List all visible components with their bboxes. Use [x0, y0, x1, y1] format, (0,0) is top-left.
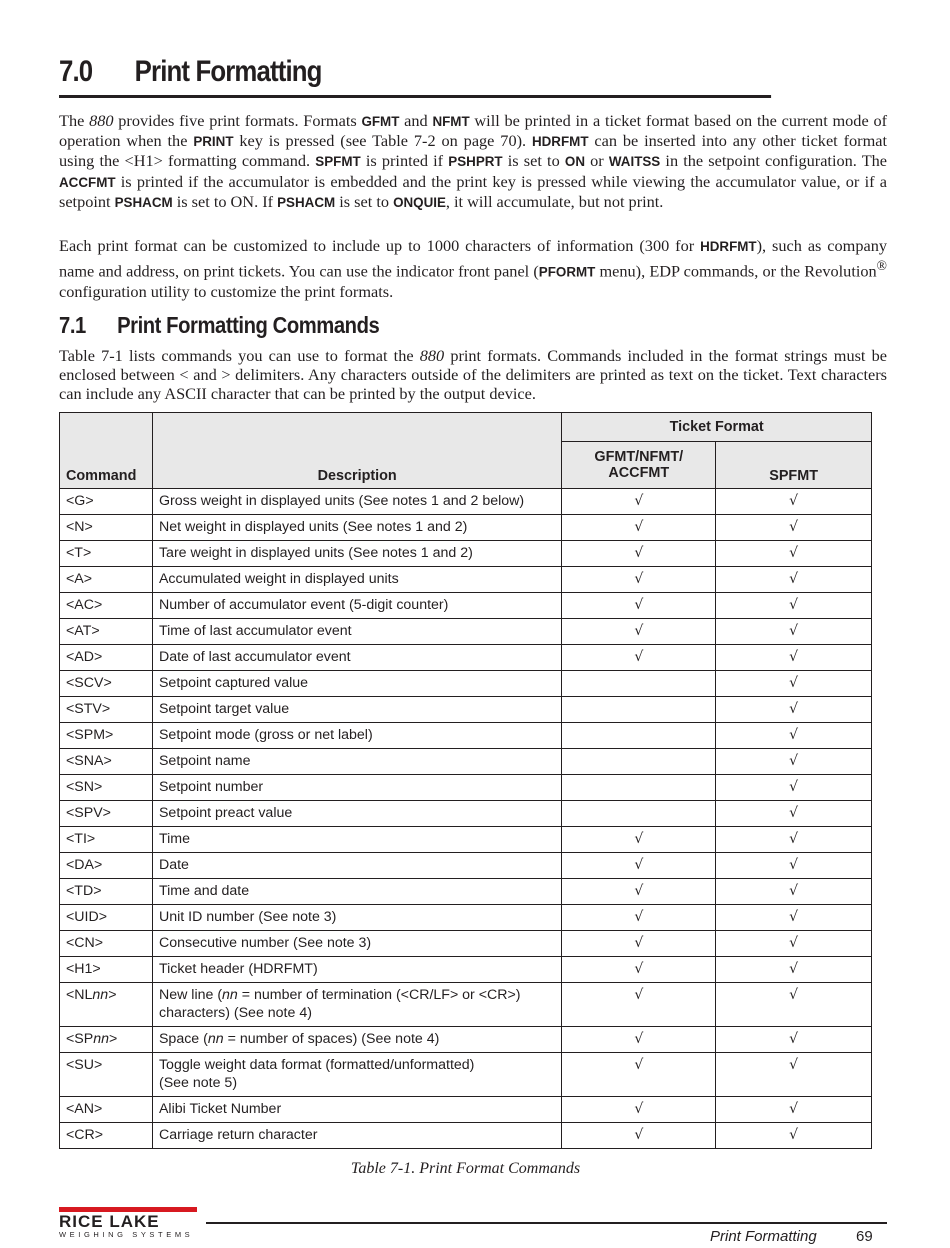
spfmt-check-cell: √ — [716, 957, 872, 983]
spfmt-check-cell: √ — [716, 671, 872, 697]
gfmt-check-cell: √ — [562, 593, 716, 619]
text-run: Carriage return character — [158, 1127, 318, 1143]
spfmt-check-cell: √ — [716, 489, 872, 515]
gfmt-check-cell: √ — [562, 905, 716, 931]
text-run: > — [108, 987, 117, 1003]
header-spfmt: SPFMT — [716, 442, 872, 489]
table-row — [60, 853, 872, 879]
text-run: <UID> — [66, 909, 108, 925]
text-run: Table 7-1 lists commands you can use to format the — [59, 346, 420, 365]
text-run: menu), EDP commands, or the Revolution — [595, 261, 877, 281]
description-cell — [152, 749, 561, 775]
gfmt-check-cell — [562, 775, 716, 801]
keyword: HDRFMT — [700, 239, 757, 254]
command-cell — [60, 983, 153, 1027]
keyword: WAITSS — [608, 154, 661, 170]
text-run: Setpoint preact value — [158, 805, 293, 821]
text-run: <NL — [66, 987, 93, 1003]
command-cell — [60, 1053, 153, 1097]
description-cell — [152, 879, 561, 905]
table-row — [60, 801, 872, 827]
spfmt-check-cell: √ — [716, 723, 872, 749]
gfmt-check-cell: √ — [562, 645, 716, 671]
subsection-number: 7.1 — [59, 312, 86, 338]
spfmt-check-cell: √ — [716, 619, 872, 645]
text-run: <SCV> — [66, 675, 112, 691]
table-row — [60, 775, 872, 801]
text-run: The — [59, 111, 90, 130]
footer-rule — [206, 1222, 887, 1224]
text-run: <SP — [66, 1031, 94, 1047]
keyword: ON — [564, 154, 585, 170]
text-run: characters) (See note 4) — [158, 1005, 312, 1021]
table-row — [60, 723, 872, 749]
italic-text: nn — [222, 987, 238, 1003]
table-row — [60, 697, 872, 723]
gfmt-check-cell — [562, 801, 716, 827]
keyword: PSHACM — [114, 194, 173, 210]
section-title: Print Formatting — [134, 55, 322, 88]
text-run: <SU> — [66, 1057, 103, 1073]
text-run: is set to — [335, 191, 394, 211]
subsection-heading — [59, 312, 379, 339]
print-format-commands-table — [59, 412, 872, 1149]
text-run: <SN> — [66, 779, 103, 795]
text-run: <G> — [66, 493, 94, 509]
text-run: will be printed in a ticket format based on the current mode of operation when the — [59, 111, 887, 151]
description-cell — [152, 1027, 561, 1053]
description-cell — [152, 541, 561, 567]
spfmt-check-cell: √ — [716, 983, 872, 1027]
spfmt-check-cell: √ — [716, 593, 872, 619]
gfmt-check-cell — [562, 723, 716, 749]
logo-text: RICE LAKE — [59, 1212, 160, 1231]
spfmt-check-cell: √ — [716, 801, 872, 827]
table-row — [60, 827, 872, 853]
text-run: <CR> — [66, 1127, 104, 1143]
description-cell — [152, 983, 561, 1027]
logo-subtext: WEIGHING SYSTEMS — [59, 1230, 194, 1239]
description-cell — [152, 905, 561, 931]
description-cell — [152, 671, 561, 697]
header-command: Command — [60, 413, 153, 489]
footer-section-name: Print Formatting — [710, 1228, 817, 1245]
text-run: in the setpoint configuration. The — [660, 151, 888, 171]
description-cell — [152, 645, 561, 671]
description-cell — [152, 619, 561, 645]
table-row — [60, 983, 872, 1027]
spfmt-check-cell: √ — [716, 853, 872, 879]
text-run: Tare weight in displayed units (See notes 1 and 2) — [158, 545, 473, 561]
text-run: is set to ON. If — [172, 191, 278, 211]
description-cell — [152, 931, 561, 957]
text-run: <SPV> — [66, 805, 111, 821]
command-cell — [60, 775, 153, 801]
spfmt-check-cell: √ — [716, 567, 872, 593]
text-run: Time — [158, 831, 190, 847]
page-number: 69 — [856, 1228, 873, 1245]
italic-text: nn — [93, 1031, 109, 1047]
table-row — [60, 515, 872, 541]
command-cell — [60, 515, 153, 541]
text-run: <AN> — [66, 1101, 103, 1117]
text-run: Each print format can be customized to include up to 1000 characters of information (300 for — [59, 236, 701, 255]
gfmt-check-cell: √ — [562, 489, 716, 515]
text-run: <A> — [66, 571, 93, 587]
table-row — [60, 567, 872, 593]
command-cell — [60, 723, 153, 749]
text-run: configuration utility to customize the print formats. — [59, 281, 394, 301]
command-cell — [60, 879, 153, 905]
text-run: Accumulated weight in displayed units — [158, 571, 399, 587]
command-cell — [60, 619, 153, 645]
gfmt-check-cell — [562, 749, 716, 775]
command-cell — [60, 671, 153, 697]
table-row — [60, 671, 872, 697]
text-run: = number of termination (<CR/LF> or <CR>) — [237, 987, 521, 1003]
text-run: New line ( — [158, 987, 223, 1003]
gfmt-check-cell: √ — [562, 1097, 716, 1123]
keyword: ONQUIE — [393, 194, 446, 210]
italic-text: nn — [207, 1031, 224, 1047]
section-heading — [59, 55, 771, 98]
table-row — [60, 905, 872, 931]
description-cell — [152, 957, 561, 983]
text-run: <T> — [66, 545, 92, 561]
text-run: > — [109, 1031, 118, 1047]
description-cell — [152, 1053, 561, 1097]
spfmt-check-cell: √ — [716, 1097, 872, 1123]
description-cell — [152, 853, 561, 879]
gfmt-check-cell: √ — [562, 619, 716, 645]
text-run: <N> — [66, 519, 93, 535]
description-cell — [152, 567, 561, 593]
table-row — [60, 879, 872, 905]
command-cell — [60, 827, 153, 853]
gfmt-check-cell: √ — [562, 541, 716, 567]
text-run: can be inserted into any other ticket format using the <H1> formatting command. — [59, 131, 887, 171]
intro-paragraph-1 — [59, 111, 887, 212]
header-gfmt-nfmt-accfmt: GFMT/NFMT/ ACCFMT — [562, 442, 716, 489]
description-cell — [152, 827, 561, 853]
italic-text: 880 — [89, 111, 114, 130]
text-run: and — [399, 111, 433, 130]
table-row — [60, 645, 872, 671]
text-run: Setpoint number — [158, 779, 264, 795]
text-run: (See note 5) — [158, 1075, 238, 1091]
text-run: key is pressed (see Table 7-2 on page 70). — [233, 131, 532, 151]
gfmt-check-cell: √ — [562, 515, 716, 541]
text-run: <AC> — [66, 597, 103, 613]
table-row — [60, 957, 872, 983]
subsection-paragraph — [59, 346, 887, 404]
text-run: <SPM> — [66, 727, 114, 743]
gfmt-check-cell — [562, 697, 716, 723]
command-cell — [60, 853, 153, 879]
text-run: <TI> — [66, 831, 96, 847]
table-row — [60, 541, 872, 567]
gfmt-check-cell — [562, 671, 716, 697]
keyword: ACCFMT — [59, 174, 116, 190]
section-number: 7.0 — [59, 55, 93, 88]
spfmt-check-cell: √ — [716, 775, 872, 801]
italic-text: 880 — [419, 346, 445, 365]
text-run: Date of last accumulator event — [158, 649, 351, 665]
table-row — [60, 619, 872, 645]
keyword: SPFMT — [315, 154, 361, 170]
command-cell — [60, 905, 153, 931]
text-run: <STV> — [66, 701, 111, 717]
text-run: Net weight in displayed units (See notes 1 and 2) — [158, 519, 468, 535]
keyword: NFMT — [432, 114, 470, 129]
text-run: Alibi Ticket Number — [158, 1101, 282, 1117]
spfmt-check-cell: √ — [716, 1027, 872, 1053]
text-run: Gross weight in displayed units (See notes 1 and 2 below) — [158, 493, 525, 509]
command-cell — [60, 1027, 153, 1053]
text-run: is set to — [502, 151, 565, 171]
command-cell — [60, 489, 153, 515]
keyword: PFORMT — [538, 264, 596, 280]
spfmt-check-cell: √ — [716, 515, 872, 541]
spfmt-check-cell: √ — [716, 1123, 872, 1149]
gfmt-check-cell: √ — [562, 879, 716, 905]
text-run: <TD> — [66, 883, 102, 899]
description-cell — [152, 775, 561, 801]
gfmt-check-cell: √ — [562, 983, 716, 1027]
text-run: <H1> — [66, 961, 101, 977]
text-run: = number of spaces) (See note 4) — [223, 1031, 440, 1047]
text-run: <AT> — [66, 623, 100, 639]
spfmt-check-cell: √ — [716, 749, 872, 775]
text-run: <SNA> — [66, 753, 112, 769]
text-run: <AD> — [66, 649, 103, 665]
table-body — [60, 489, 872, 1149]
text-run: <DA> — [66, 857, 103, 873]
keyword: PSHACM — [277, 194, 336, 210]
keyword: HDRFMT — [531, 134, 589, 150]
command-cell — [60, 931, 153, 957]
text-run: <CN> — [66, 935, 104, 951]
spfmt-check-cell: √ — [716, 827, 872, 853]
table-row — [60, 931, 872, 957]
command-cell — [60, 593, 153, 619]
text-run: or — [585, 151, 609, 171]
text-run: Setpoint mode (gross or net label) — [158, 727, 373, 743]
command-cell — [60, 1123, 153, 1149]
gfmt-check-cell: √ — [562, 957, 716, 983]
spfmt-check-cell: √ — [716, 697, 872, 723]
text-run: Ticket header (HDRFMT) — [158, 961, 318, 977]
text-run: ), such as company name and address, on print tickets. You can use the indicator front panel ( — [59, 236, 887, 281]
command-cell — [60, 957, 153, 983]
table-row — [60, 1027, 872, 1053]
keyword: GFMT — [361, 114, 400, 129]
table-row — [60, 1123, 872, 1149]
description-cell — [152, 723, 561, 749]
text-run: Space ( — [158, 1031, 208, 1047]
command-cell — [60, 541, 153, 567]
table-row — [60, 593, 872, 619]
description-cell — [152, 489, 561, 515]
command-cell — [60, 801, 153, 827]
gfmt-check-cell: √ — [562, 1123, 716, 1149]
description-cell — [152, 515, 561, 541]
gfmt-check-cell: √ — [562, 931, 716, 957]
keyword: PSHPRT — [448, 154, 503, 170]
text-run: Setpoint captured value — [158, 675, 309, 691]
gfmt-check-cell: √ — [562, 827, 716, 853]
description-cell — [152, 1097, 561, 1123]
text-run: print formats. Commands included in the format strings must be enclosed between < and > delimiters. Any characters outside of the delimiters are printed as text on the ticket. Text characters can include any ASCII character that can be printed by the output device. — [59, 346, 887, 404]
table-row — [60, 749, 872, 775]
text-run: Setpoint target value — [158, 701, 290, 717]
spfmt-check-cell: √ — [716, 645, 872, 671]
text-run: Date — [158, 857, 189, 873]
description-cell — [152, 697, 561, 723]
spfmt-check-cell: √ — [716, 931, 872, 957]
description-cell — [152, 801, 561, 827]
superscript: ® — [876, 258, 887, 274]
table-row — [60, 1053, 872, 1097]
text-run: Number of accumulator event (5-digit counter) — [158, 597, 449, 613]
table-row — [60, 489, 872, 515]
text-run: is printed if the accumulator is embedded and the print key is pressed while viewing the accumulator value, or if a setpoint — [59, 171, 887, 211]
command-cell — [60, 749, 153, 775]
text-run: , it will accumulate, but not print. — [445, 191, 664, 211]
text-run: is printed if — [360, 151, 449, 171]
gfmt-check-cell: √ — [562, 1053, 716, 1097]
command-cell — [60, 645, 153, 671]
text-run: provides five print formats. Formats — [113, 111, 362, 130]
text-run: Setpoint name — [158, 753, 251, 769]
gfmt-check-cell: √ — [562, 1027, 716, 1053]
header-ticket-format: Ticket Format — [562, 413, 872, 442]
text-run: Time and date — [158, 883, 250, 899]
command-cell — [60, 1097, 153, 1123]
description-cell — [152, 593, 561, 619]
spfmt-check-cell: √ — [716, 541, 872, 567]
command-cell — [60, 697, 153, 723]
table-caption: Table 7-1. Print Format Commands — [350, 1160, 581, 1177]
table-row — [60, 1097, 872, 1123]
intro-paragraph-2 — [59, 236, 887, 301]
spfmt-check-cell: √ — [716, 1053, 872, 1097]
header-description: Description — [152, 413, 561, 489]
rice-lake-logo — [59, 1207, 197, 1239]
italic-text: nn — [92, 987, 109, 1003]
gfmt-check-cell: √ — [562, 567, 716, 593]
text-run: Time of last accumulator event — [158, 623, 352, 639]
text-run: Unit ID number (See note 3) — [158, 909, 337, 925]
text-run: Consecutive number (See note 3) — [158, 935, 372, 951]
command-cell — [60, 567, 153, 593]
gfmt-check-cell: √ — [562, 853, 716, 879]
keyword: PRINT — [193, 134, 234, 150]
description-cell — [152, 1123, 561, 1149]
text-run: Toggle weight data format (formatted/unformatted) — [158, 1057, 475, 1073]
spfmt-check-cell: √ — [716, 905, 872, 931]
subsection-title: Print Formatting Commands — [117, 312, 380, 338]
spfmt-check-cell: √ — [716, 879, 872, 905]
